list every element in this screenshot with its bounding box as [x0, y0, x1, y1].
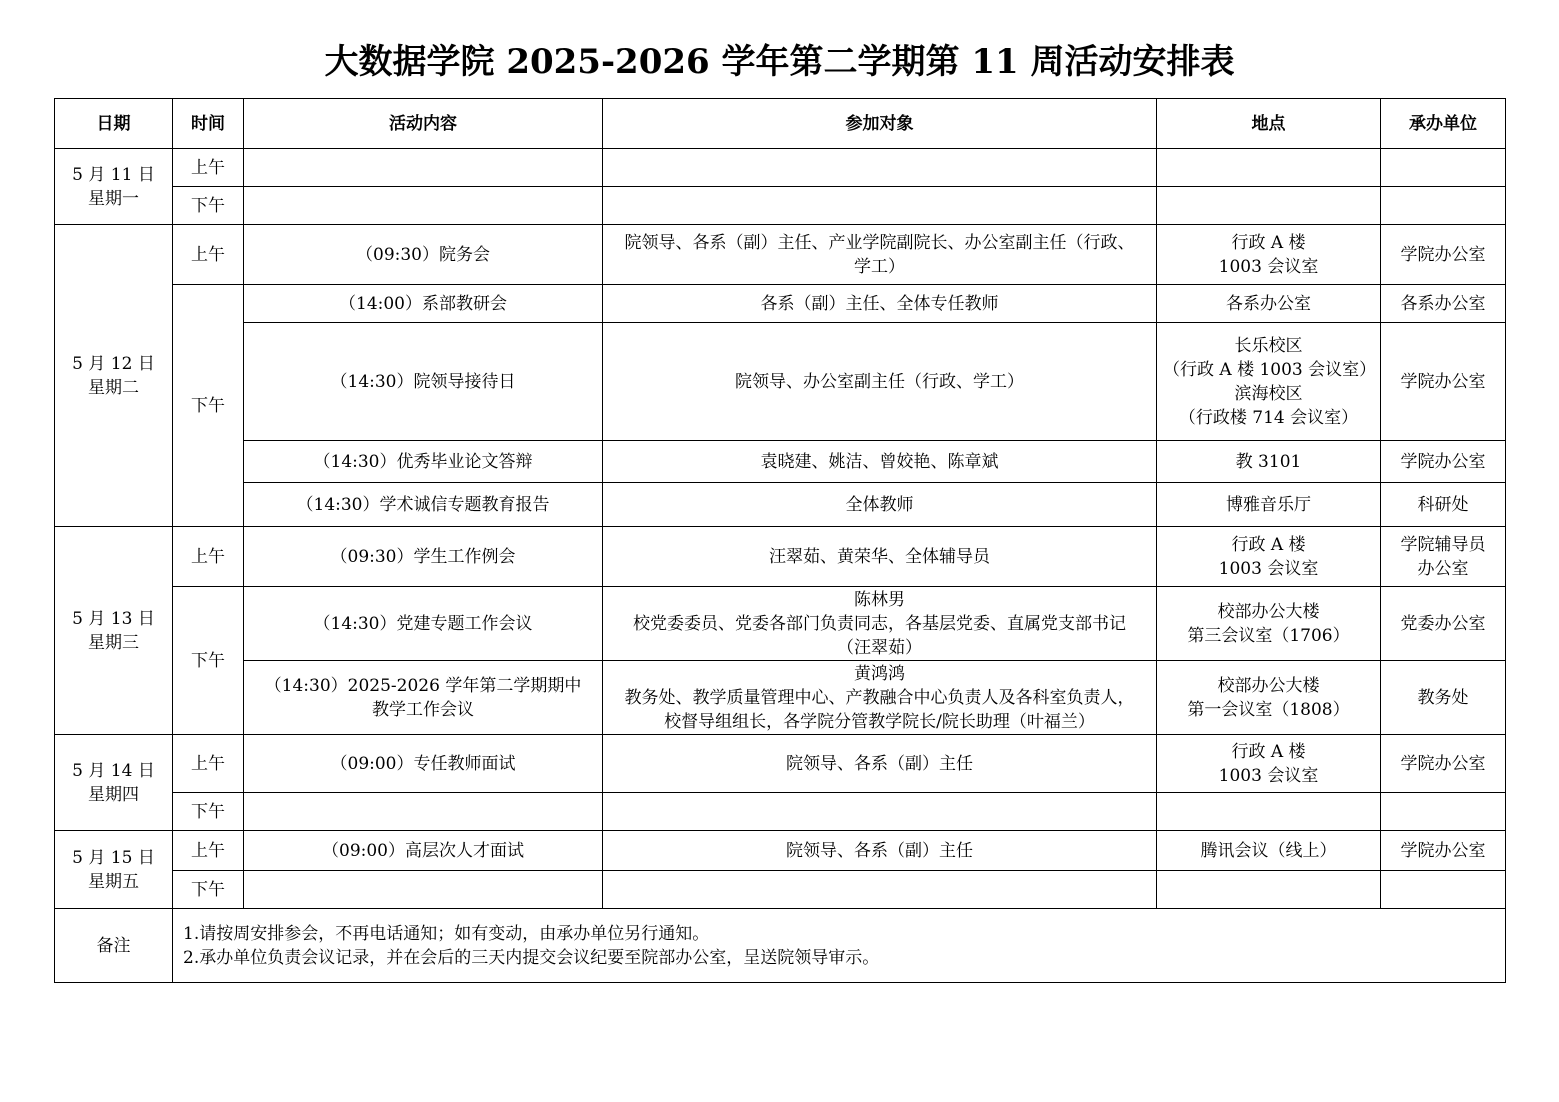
date-label: 5 月 15 日: [72, 847, 155, 868]
table-row: [55, 225, 1506, 285]
notes-label: 备注: [55, 909, 173, 983]
table-row: [55, 661, 1506, 735]
organizer-cell: 科研处: [1381, 483, 1506, 527]
organizer-cell: 党委办公室: [1381, 587, 1506, 661]
organizer-cell: [1381, 871, 1506, 909]
weekday-label: 星期五: [88, 871, 139, 892]
activity-cell: （14:30）院领导接待日: [244, 323, 603, 441]
table-row: [55, 483, 1506, 527]
organizer-cell: 学院办公室: [1381, 323, 1506, 441]
note-item: 1.请按周安排参会，不再电话通知；如有变动，由承办单位另行通知。: [183, 923, 710, 944]
location-cell: [1157, 793, 1381, 831]
table-row: [55, 871, 1506, 909]
activity-cell: （14:30）2025-2026 学年第二学期期中 教学工作会议: [244, 661, 603, 735]
location-cell: 行政 A 楼 1003 会议室: [1157, 225, 1381, 285]
location-cell: [1157, 871, 1381, 909]
table-row: [55, 285, 1506, 323]
header-organizer: 承办单位: [1381, 99, 1506, 149]
participants-cell: 院领导、办公室副主任（行政、学工）: [603, 323, 1157, 441]
activity-cell: （09:30）学生工作例会: [244, 527, 603, 587]
header-participants: 参加对象: [603, 99, 1157, 149]
time-cell: 上午: [173, 225, 244, 285]
activity-cell: [244, 793, 603, 831]
organizer-cell: 教务处: [1381, 661, 1506, 735]
time-cell: 上午: [173, 527, 244, 587]
activity-cell: （09:00）专任教师面试: [244, 735, 603, 793]
weekday-label: 星期四: [88, 784, 139, 805]
table-row: [55, 527, 1506, 587]
location-cell: 腾讯会议（线上）: [1157, 831, 1381, 871]
table-row: [55, 441, 1506, 483]
weekday-label: 星期一: [88, 188, 139, 209]
participants-cell: 陈林男 校党委委员、党委各部门负责同志，各基层党委、直属党支部书记 （汪翠茹）: [603, 587, 1157, 661]
organizer-cell: 学院辅导员 办公室: [1381, 527, 1506, 587]
location-cell: 校部办公大楼 第一会议室（1808）: [1157, 661, 1381, 735]
notes-content: [173, 909, 1506, 983]
notes-row: [55, 909, 1506, 983]
location-cell: 各系办公室: [1157, 285, 1381, 323]
participants-cell: [603, 149, 1157, 187]
participants-cell: [603, 871, 1157, 909]
table-row: [55, 187, 1506, 225]
time-cell: 下午: [173, 793, 244, 831]
table-row: [55, 587, 1506, 661]
participants-cell: 汪翠茹、黄荣华、全体辅导员: [603, 527, 1157, 587]
header-time: 时间: [173, 99, 244, 149]
weekday-label: 星期二: [88, 377, 139, 398]
activity-cell: （14:30）优秀毕业论文答辩: [244, 441, 603, 483]
location-cell: 行政 A 楼 1003 会议室: [1157, 735, 1381, 793]
organizer-cell: 学院办公室: [1381, 735, 1506, 793]
schedule-table: [54, 98, 1506, 983]
participants-cell: [603, 187, 1157, 225]
table-row: [55, 149, 1506, 187]
participants-cell: 袁晓建、姚洁、曾姣艳、陈章斌: [603, 441, 1157, 483]
note-item: 2.承办单位负责会议记录，并在会后的三天内提交会议纪要至院部办公室，呈送院领导审示。: [183, 947, 880, 968]
organizer-cell: 学院办公室: [1381, 441, 1506, 483]
date-cell: [55, 527, 173, 735]
time-cell: 上午: [173, 149, 244, 187]
participants-cell: 全体教师: [603, 483, 1157, 527]
date-cell: [55, 149, 173, 225]
organizer-cell: [1381, 149, 1506, 187]
header-location: 地点: [1157, 99, 1381, 149]
activity-cell: [244, 187, 603, 225]
date-cell: [55, 831, 173, 909]
page-title: 大数据学院 2025-2026 学年第二学期第 11 周活动安排表: [324, 42, 1235, 82]
activity-cell: （14:30）学术诚信专题教育报告: [244, 483, 603, 527]
organizer-cell: [1381, 793, 1506, 831]
time-cell: 下午: [173, 187, 244, 225]
participants-cell: [603, 793, 1157, 831]
location-cell: [1157, 187, 1381, 225]
time-cell: 下午: [173, 871, 244, 909]
date-label: 5 月 13 日: [72, 608, 155, 629]
organizer-cell: 学院办公室: [1381, 831, 1506, 871]
date-cell: [55, 735, 173, 831]
activity-cell: （14:00）系部教研会: [244, 285, 603, 323]
time-cell: 下午: [173, 587, 244, 735]
participants-cell: 院领导、各系（副）主任、产业学院副院长、办公室副主任（行政、 学工）: [603, 225, 1157, 285]
table-row: [55, 831, 1506, 871]
date-label: 5 月 14 日: [72, 760, 155, 781]
activity-cell: （14:30）党建专题工作会议: [244, 587, 603, 661]
activity-cell: （09:00）高层次人才面试: [244, 831, 603, 871]
table-row: [55, 793, 1506, 831]
time-cell: 上午: [173, 735, 244, 793]
organizer-cell: [1381, 187, 1506, 225]
organizer-cell: 各系办公室: [1381, 285, 1506, 323]
participants-cell: 各系（副）主任、全体专任教师: [603, 285, 1157, 323]
location-cell: 行政 A 楼 1003 会议室: [1157, 527, 1381, 587]
participants-cell: 黄鸿鸿 教务处、教学质量管理中心、产教融合中心负责人及各科室负责人， 校督导组组长，各学院分管教学院长/院长助理（叶福兰）: [603, 661, 1157, 735]
table-row: [55, 323, 1506, 441]
participants-cell: 院领导、各系（副）主任: [603, 735, 1157, 793]
time-cell: 下午: [173, 285, 244, 527]
location-cell: 校部办公大楼 第三会议室（1706）: [1157, 587, 1381, 661]
table-row: [55, 735, 1506, 793]
header-row: [55, 99, 1506, 149]
location-cell: 教 3101: [1157, 441, 1381, 483]
activity-cell: [244, 149, 603, 187]
location-cell: 博雅音乐厅: [1157, 483, 1381, 527]
date-label: 5 月 12 日: [72, 353, 155, 374]
header-activity: 活动内容: [244, 99, 603, 149]
time-cell: 上午: [173, 831, 244, 871]
header-date: 日期: [55, 99, 173, 149]
location-cell: [1157, 149, 1381, 187]
weekday-label: 星期三: [88, 632, 139, 653]
activity-cell: [244, 871, 603, 909]
activity-cell: （09:30）院务会: [244, 225, 603, 285]
date-label: 5 月 11 日: [72, 164, 155, 185]
location-cell: 长乐校区 （行政 A 楼 1003 会议室） 滨海校区 （行政楼 714 会议室）: [1157, 323, 1381, 441]
participants-cell: 院领导、各系（副）主任: [603, 831, 1157, 871]
organizer-cell: 学院办公室: [1381, 225, 1506, 285]
date-cell: [55, 225, 173, 527]
